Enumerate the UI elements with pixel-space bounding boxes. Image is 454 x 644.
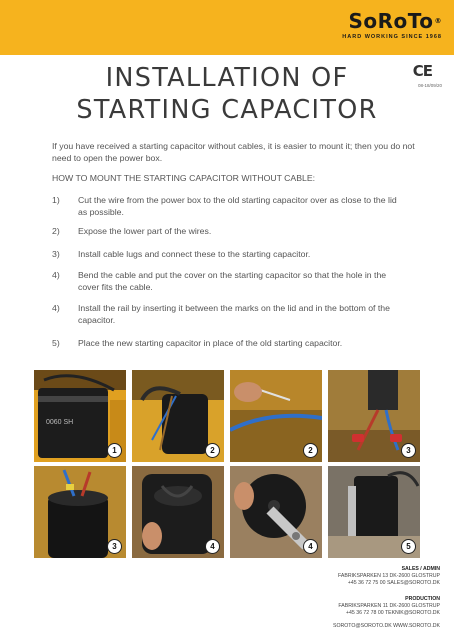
step-photo-2b bbox=[230, 370, 322, 462]
step-badge: 3 bbox=[401, 443, 416, 458]
production-heading: PRODUCTION bbox=[405, 596, 440, 602]
logo-tagline: HARD WORKING SINCE 1968 bbox=[342, 34, 442, 40]
step-text: Install the rail by inserting it between the marks on the lid and in the bottom of the capacitor. bbox=[78, 303, 390, 325]
ce-date: 08-18/09/20 bbox=[417, 83, 442, 88]
step-number: 1) bbox=[52, 195, 60, 205]
title-line-2: STARTING CAPACITOR bbox=[76, 95, 378, 125]
step-badge: 5 bbox=[401, 539, 416, 554]
production-address: FABRIKSPARKEN 11 DK-2600 GLOSTRUP bbox=[338, 603, 440, 609]
production-phone-email: +45 36 72 78 00 TEKNIK@SOROTO.DK bbox=[345, 610, 440, 616]
page-title bbox=[0, 62, 454, 126]
step-photo-4b bbox=[230, 466, 322, 558]
step-badge: 2 bbox=[303, 443, 318, 458]
ce-mark: CE bbox=[412, 62, 432, 80]
step-photo-3a bbox=[328, 370, 420, 462]
header-bar bbox=[0, 0, 454, 55]
step-number: 4) bbox=[52, 270, 60, 280]
step-text: Expose the lower part of the wires. bbox=[78, 226, 212, 236]
step-number: 4) bbox=[52, 303, 60, 313]
sales-phone-email: +45 36 72 75 00 SALES@SOROTO.DK bbox=[347, 580, 440, 586]
step-photo-3b bbox=[34, 466, 126, 558]
step-number: 5) bbox=[52, 338, 60, 348]
step-text: Place the new starting capacitor in place of the old starting capacitor. bbox=[78, 338, 343, 348]
sales-heading: SALES / ADMIN bbox=[401, 566, 440, 572]
step-number: 2) bbox=[52, 226, 60, 236]
footer-contact bbox=[333, 623, 440, 630]
step-photo-4a bbox=[132, 466, 224, 558]
step-badge: 4 bbox=[205, 539, 220, 554]
step-number: 3) bbox=[52, 249, 60, 259]
step-badge: 2 bbox=[205, 443, 220, 458]
step-badge: 4 bbox=[303, 539, 318, 554]
step-badge: 3 bbox=[107, 539, 122, 554]
intro-paragraph: If you have received a starting capacitor without cables, it is easier to mount it; then you do not need to open the power box. bbox=[52, 141, 415, 163]
capacitor-label: 0060 SH bbox=[46, 419, 74, 426]
registered-mark: ® bbox=[434, 17, 442, 25]
step-photo-2a bbox=[132, 370, 224, 462]
soroto-logo bbox=[342, 10, 442, 40]
sales-contact bbox=[338, 566, 440, 587]
footer-email-web: SOROTO@SOROTO.DK WWW.SOROTO.DK bbox=[332, 623, 440, 629]
step-text: Bend the cable and put the cover on the starting capacitor so that the hole in the cover fits the cable. bbox=[78, 270, 387, 292]
howto-heading: HOW TO MOUNT THE STARTING CAPACITOR WITHOUT CABLE: bbox=[52, 173, 316, 183]
step-text: Install cable lugs and connect these to the starting capacitor. bbox=[78, 249, 311, 259]
step-text: Cut the wire from the power box to the old starting capacitor over as close to the lid as possible. bbox=[78, 195, 397, 217]
production-contact bbox=[338, 596, 440, 617]
step-badge: 1 bbox=[107, 443, 122, 458]
step-photo-1 bbox=[34, 370, 126, 462]
title-line-1: INSTALLATION OF bbox=[105, 63, 349, 93]
logo-wordmark: SoRoTo bbox=[348, 9, 434, 33]
sales-address: FABRIKSPARKEN 13 DK-2600 GLOSTRUP bbox=[338, 573, 440, 579]
step-photo-5 bbox=[328, 466, 420, 558]
